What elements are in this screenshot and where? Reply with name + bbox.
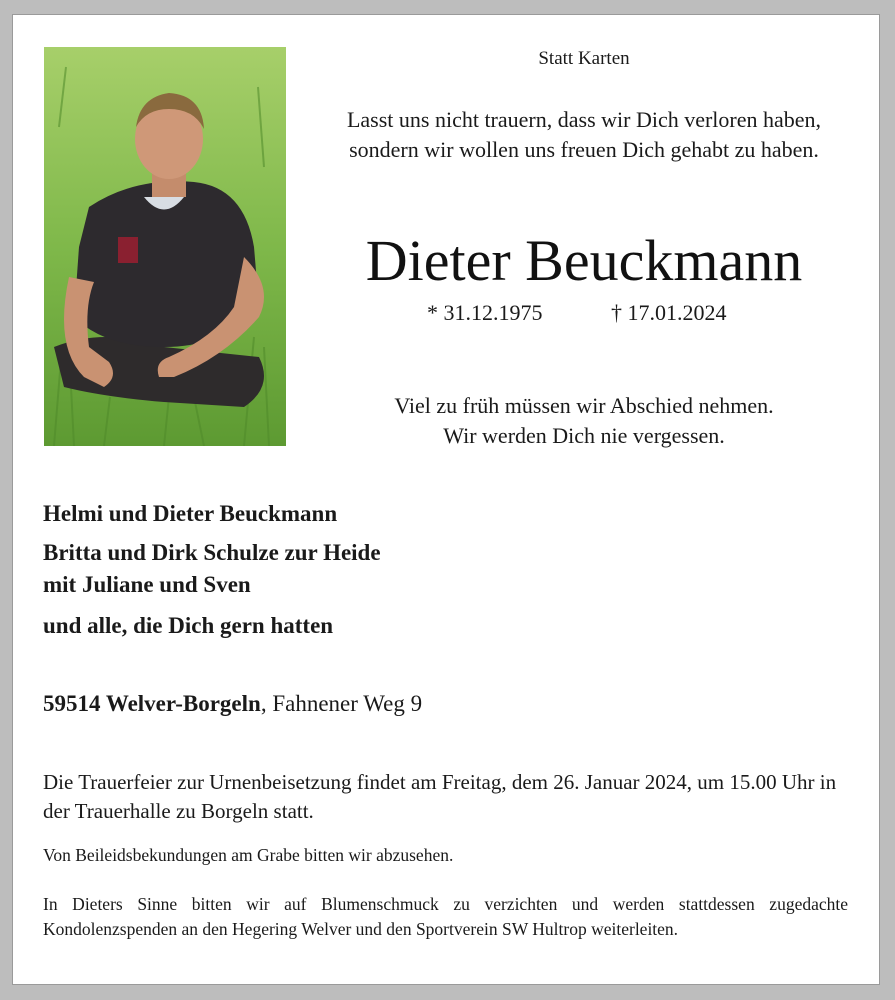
verse-bottom-line-1: Viel zu früh müssen wir Abschied nehmen. <box>394 393 774 418</box>
death-date: † 17.01.2024 <box>611 300 727 325</box>
verse-top <box>319 105 849 165</box>
deceased-name: Dieter Beuckmann <box>365 228 803 293</box>
mourner-line-parents: Helmi und Dieter Beuckmann <box>43 501 338 526</box>
verse-top-line-2: sondern wir wollen uns freuen Dich gehabt zu haben. <box>349 137 819 162</box>
verse-bottom <box>319 391 849 451</box>
statt-karten-heading: Statt Karten <box>538 48 630 69</box>
address <box>43 691 422 717</box>
portrait-photo <box>44 47 286 446</box>
ceremony-notice: Die Trauerfeier zur Urnenbeisetzung findet am Freitag, dem 26. Januar 2024, um 15.00 Uhr in der Trauerhalle zu Borgeln statt. <box>43 770 837 823</box>
birth-date: * 31.12.1975 <box>427 300 543 325</box>
address-street: , Fahnener Weg 9 <box>260 691 423 716</box>
condolence-notice: Von Beileidsbekundungen am Grabe bitten wir abzusehen. <box>43 845 454 865</box>
address-city: 59514 Welver-Borgeln <box>43 691 261 716</box>
mourner-line-all: und alle, die Dich gern hatten <box>43 613 334 638</box>
verse-bottom-line-2: Wir werden Dich nie vergessen. <box>443 423 725 448</box>
verse-top-line-1: Lasst uns nicht trauern, dass wir Dich verloren haben, <box>346 107 822 132</box>
obituary-card <box>12 14 880 985</box>
mourner-line-sister: Britta und Dirk Schulze zur Heide <box>43 540 381 565</box>
donation-notice: In Dieters Sinne bitten wir auf Blumenschmuck zu verzichten und werden stattdessen zugedachte Kondolenzspenden an den Hegering Welver und den Sportverein SW Hultrop weiterleiten. <box>43 894 848 939</box>
mourner-line-children: mit Juliane und Sven <box>43 572 251 597</box>
